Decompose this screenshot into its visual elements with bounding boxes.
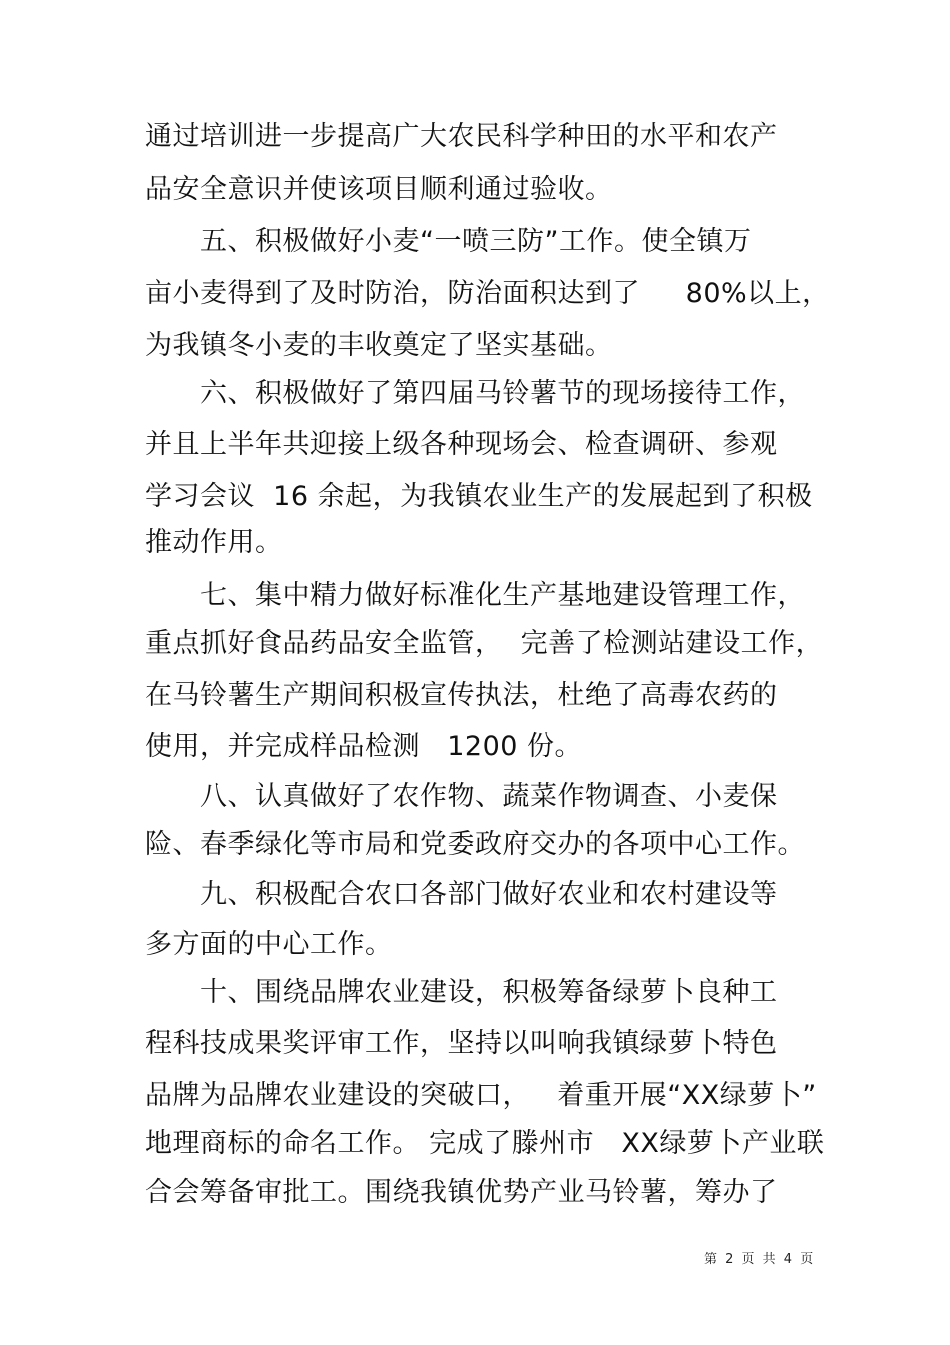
text-line: 在马铃薯生产期间积极宣传执法，杜绝了高毒农药的 — [145, 680, 778, 711]
paragraph-9-start: 九、积极配合农口各部门做好农业和农村建设等 — [200, 879, 778, 910]
page-number-footer: 第 2 页 共 4 页 — [704, 1252, 816, 1267]
text-line: 多方面的中心工作。 — [145, 929, 393, 960]
text-line: 并且上半年共迎接上级各种现场会、检查调研、参观 — [145, 429, 778, 460]
text-line: 品安全意识并使该项目顺利通过验收。 — [145, 174, 613, 205]
text-line: 为我镇冬小麦的丰收奠定了坚实基础。 — [145, 330, 613, 361]
text-line: 重点抓好食品药品安全监管， 完善了检测站建设工作， — [145, 628, 824, 659]
text-line: 学习会议 16 余起，为我镇农业生产的发展起到了积极 — [145, 481, 813, 512]
text-line: 险、春季绿化等市局和党委政府交办的各项中心工作。 — [145, 829, 805, 860]
text-line: 品牌为品牌农业建设的突破口， 着重开展“XX绿萝卜” — [145, 1080, 817, 1111]
paragraph-5-start: 五、积极做好小麦“一喷三防”工作。使全镇万 — [200, 226, 752, 257]
text-line: 地理商标的命名工作。 完成了滕州市 XX绿萝卜产业联 — [145, 1128, 825, 1159]
paragraph-7-start: 七、集中精力做好标准化生产基地建设管理工作， — [200, 580, 805, 611]
text-line: 合会筹备审批工。围绕我镇优势产业马铃薯，筹办了 — [145, 1177, 778, 1208]
text-line: 程科技成果奖评审工作，坚持以叫响我镇绿萝卜特色 — [145, 1028, 778, 1059]
paragraph-10-start: 十、围绕品牌农业建设，积极筹备绿萝卜良种工 — [200, 977, 778, 1008]
text-line: 推动作用。 — [145, 527, 283, 558]
text-line: 通过培训进一步提高广大农民科学种田的水平和农产 — [145, 121, 778, 152]
text-line: 使用，并完成样品检测 1200 份。 — [145, 731, 583, 762]
text-line: 亩小麦得到了及时防治，防治面积达到了 80%以上， — [145, 278, 830, 309]
paragraph-6-start: 六、积极做好了第四届马铃薯节的现场接待工作， — [200, 378, 805, 409]
paragraph-8-start: 八、认真做好了农作物、蔬菜作物调查、小麦保 — [200, 781, 778, 812]
